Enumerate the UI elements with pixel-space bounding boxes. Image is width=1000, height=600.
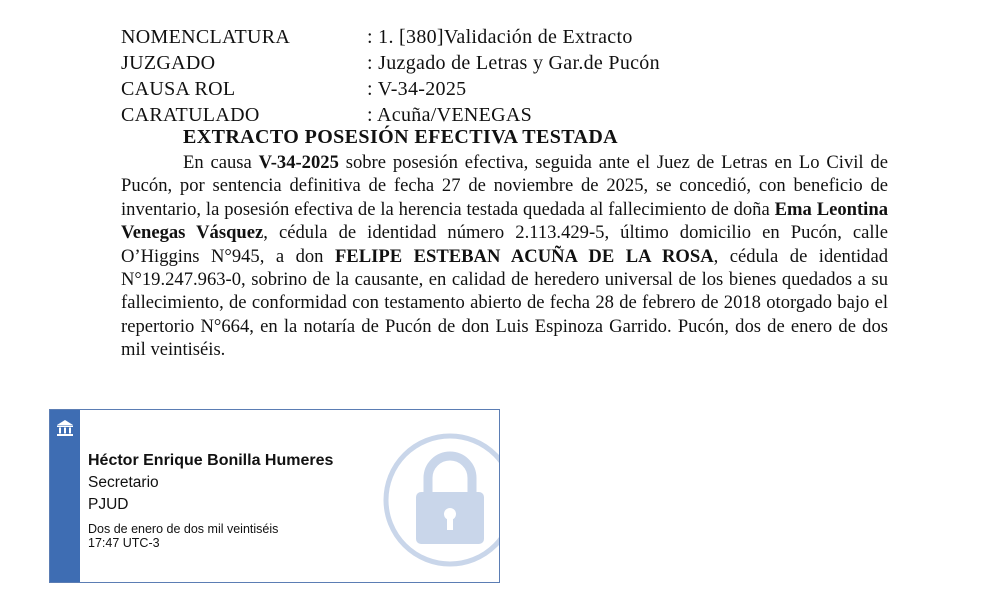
document-body — [121, 151, 888, 362]
heir-name-bold: FELIPE ESTEBAN ACUÑA DE LA ROSA — [334, 245, 714, 267]
case-number-bold: V-34-2025 — [258, 152, 339, 173]
lock-icon — [380, 430, 500, 570]
header-row-causa-rol — [121, 76, 660, 102]
header-label: JUZGADO — [121, 52, 216, 74]
electronic-signature-box — [49, 409, 500, 583]
case-header — [121, 24, 660, 128]
header-row-juzgado — [121, 50, 660, 76]
body-text-4: , cédula de identidad N°19.247.963-0, sobrino de la causante, en calidad de heredero universal de los bienes quedados a su fallecimiento, de conformidad con testamento abierto de fecha 28 de febrero de 2018 otorgado bajo el repertorio N°664, en la notaría de Pucón de don Luis Espinoza Garrido. Pucón, dos de enero de dos mil veintiséis. — [121, 245, 888, 361]
header-value: : Acuña/VENEGAS — [367, 104, 533, 126]
deceased-name-bold: Ema Leontina Venegas Vásquez — [121, 198, 888, 244]
signature-details — [88, 450, 333, 550]
body-text-2: sobre posesión efectiva, seguida ante el Juez de Letras en Lo Civil de Pucón, por sentencia definitiva de fecha 27 de noviembre de 2025, se concedió, con beneficio de inventario, la posesión efectiva de la herencia testada quedada al fallecimiento de doña — [121, 152, 888, 220]
body-paragraph — [121, 151, 888, 362]
institution-icon — [55, 418, 75, 438]
header-value: : Juzgado de Letras y Gar.de Pucón — [367, 52, 660, 74]
body-text-3: , cédula de identidad número 2.113.429-5, último domicilio en Pucón, calle O’Higgins N°945, a don — [121, 222, 889, 267]
signer-organization: PJUD — [88, 496, 129, 513]
header-value: : V-34-2025 — [367, 78, 467, 100]
header-label: CARATULADO — [121, 104, 260, 126]
signature-date: Dos de enero de dos mil veintiséis — [88, 522, 279, 536]
signer-role: Secretario — [88, 474, 159, 491]
header-label: CAUSA ROL — [121, 78, 236, 100]
document-title: EXTRACTO POSESIÓN EFECTIVA TESTADA — [183, 126, 619, 148]
signature-sidebar — [50, 410, 80, 582]
header-label: NOMENCLATURA — [121, 26, 291, 48]
header-value: : 1. [380]Validación de Extracto — [367, 26, 633, 48]
signer-name: Héctor Enrique Bonilla Humeres — [88, 452, 334, 469]
signature-time: 17:47 UTC-3 — [88, 536, 160, 550]
header-row-nomenclatura — [121, 24, 660, 50]
body-text-1: En causa — [183, 152, 259, 173]
